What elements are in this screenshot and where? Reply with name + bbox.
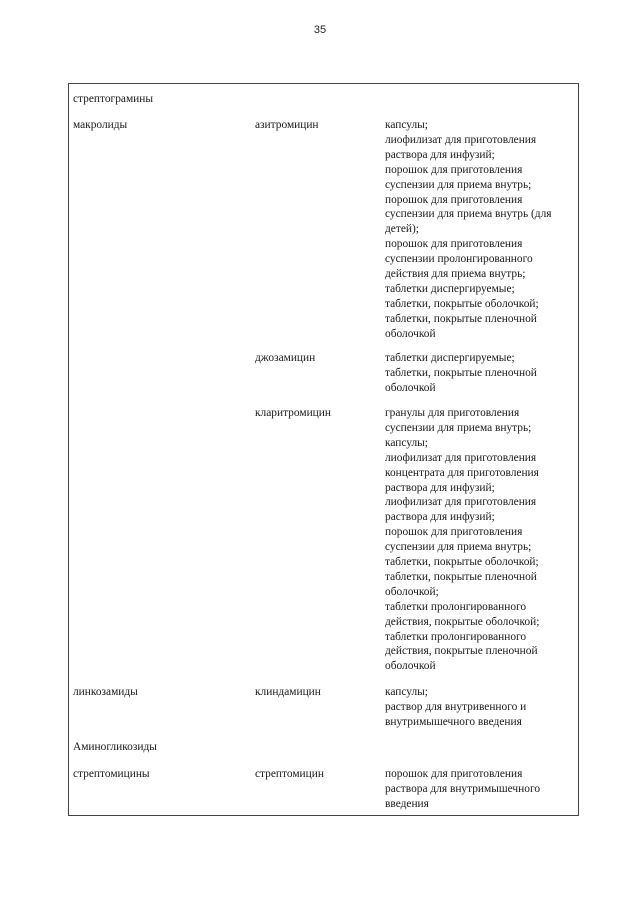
dosage-form-line: раствора для инфузий; bbox=[385, 481, 495, 494]
dosage-form-line: концентрата для приготовления bbox=[385, 466, 539, 479]
dosage-form-line: капсулы; bbox=[385, 686, 428, 698]
drug-name: кларитромицин bbox=[255, 407, 331, 419]
dosage-form-line: внутримышечного введения bbox=[385, 715, 522, 728]
dosage-form-line: порошок для приготовления bbox=[385, 163, 523, 176]
page-number: 35 bbox=[313, 24, 327, 36]
dosage-form-line: суспензии пролонгированного bbox=[385, 253, 533, 266]
dosage-form-line: порошок для приготовления bbox=[385, 193, 523, 206]
dosage-form-line: действия, покрытые оболочкой; bbox=[385, 615, 540, 628]
drug-name: клиндамицин bbox=[255, 686, 321, 698]
dosage-form-line: таблетки, покрытые оболочкой; bbox=[385, 297, 539, 310]
dosage-form-line: оболочкой; bbox=[385, 585, 439, 598]
dosage-form-line: суспензии для приема внутрь (для bbox=[385, 208, 552, 221]
dosage-form-line: раствора для внутримышечного bbox=[385, 782, 541, 795]
pharm-group-name: макролиды bbox=[73, 119, 128, 131]
dosage-form-line: оболочкой bbox=[385, 327, 436, 340]
dosage-form-line: лиофилизат для приготовления bbox=[385, 133, 537, 146]
dosage-form-line: раствора для инфузий; bbox=[385, 511, 495, 524]
dosage-form-line: таблетки, покрытые пленочной bbox=[385, 570, 537, 583]
dosage-form-line: таблетки пролонгированного bbox=[385, 630, 527, 643]
dosage-form-line: суспензии для приема внутрь; bbox=[385, 421, 532, 434]
dosage-form-line: лиофилизат для приготовления bbox=[385, 496, 537, 509]
dosage-form-line: суспензии для приема внутрь; bbox=[385, 178, 532, 191]
dosage-form-line: порошок для приготовления bbox=[385, 768, 523, 780]
dosage-form-line: капсулы; bbox=[385, 119, 428, 131]
drug-name: стрептомицин bbox=[255, 768, 324, 780]
pharm-group-name: стрептограмины bbox=[73, 93, 154, 105]
dosage-form-line: таблетки, покрытые пленочной bbox=[385, 366, 537, 379]
dosage-form-line: таблетки диспергируемые; bbox=[385, 352, 515, 364]
drug-name: джозамицин bbox=[255, 352, 316, 364]
dosage-form-line: действия, покрытые пленочной bbox=[385, 645, 538, 658]
dosage-form-line: оболочкой bbox=[385, 381, 436, 394]
dosage-form-line: капсулы; bbox=[385, 436, 428, 449]
dosage-form-line: раствор для внутривенного и bbox=[385, 700, 527, 713]
dosage-form-line: действия для приема внутрь; bbox=[385, 268, 526, 280]
dosage-form-line: введения bbox=[385, 797, 429, 810]
dosage-form-line: таблетки пролонгированного bbox=[385, 600, 527, 613]
dosage-form-line: детей); bbox=[385, 223, 419, 236]
dosage-form-line: таблетки, покрытые пленочной bbox=[385, 312, 537, 325]
drug-name: азитромицин bbox=[255, 119, 319, 131]
pharm-group-name: стрептомицины bbox=[73, 768, 150, 780]
dosage-form-line: порошок для приготовления bbox=[385, 238, 523, 251]
dosage-form-line: таблетки, покрытые оболочкой; bbox=[385, 556, 539, 568]
dosage-form-line: лиофилизат для приготовления bbox=[385, 451, 537, 464]
dosage-form-line: суспензии для приема внутрь; bbox=[385, 541, 532, 554]
pharm-group-name: линкозамиды bbox=[73, 686, 138, 698]
dosage-form-line: раствора для инфузий; bbox=[385, 148, 495, 161]
dosage-form-line: порошок для приготовления bbox=[385, 526, 523, 539]
dosage-form-line: оболочкой bbox=[385, 660, 436, 673]
pharm-group-name: Аминогликозиды bbox=[73, 741, 157, 753]
dosage-form-line: таблетки диспергируемые; bbox=[385, 282, 515, 295]
dosage-form-line: гранулы для приготовления bbox=[385, 407, 520, 419]
